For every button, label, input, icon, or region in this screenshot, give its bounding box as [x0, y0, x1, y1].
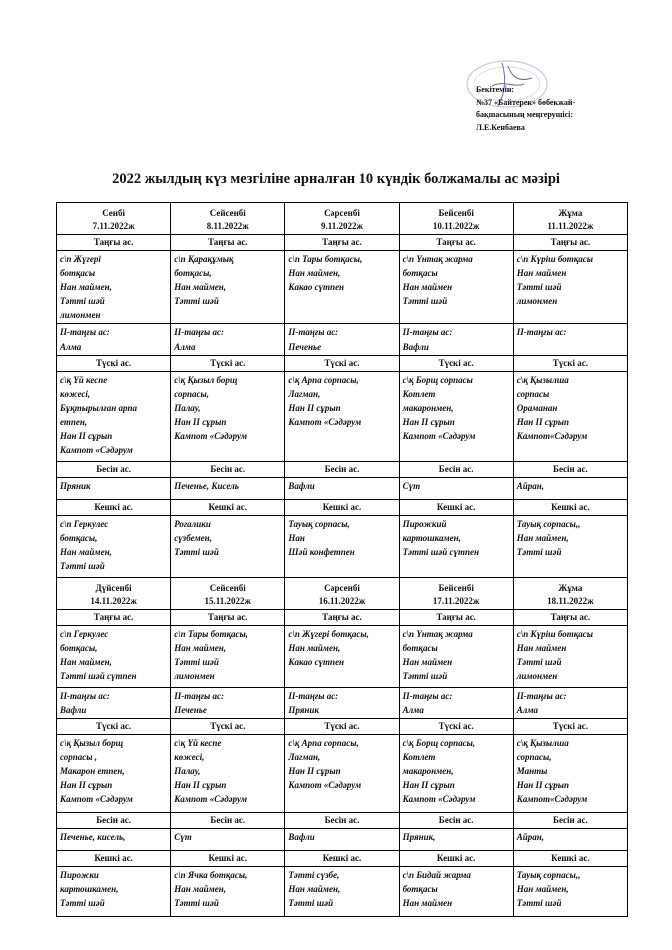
menu-line: ІІ-таңғы ас: — [516, 690, 567, 701]
menu-line: Тәтті шәй — [174, 296, 219, 307]
approval-position-2: бақшасының меңгерушісі: — [476, 110, 574, 119]
menu-cell — [57, 734, 171, 812]
menu-cell — [285, 687, 399, 718]
menu-line: Кампот «Сәдәрум — [402, 431, 476, 442]
meal-label: Кешкі ас. — [285, 850, 399, 866]
menu-line: Котлет — [402, 388, 436, 399]
menu-line: с\п Тары ботқасы, — [288, 254, 363, 264]
menu-line: Нан ІІ сұрып — [288, 766, 341, 777]
menu-line: ІІ-таңғы ас: — [402, 690, 453, 701]
menu-cell: Пряник — [57, 477, 171, 499]
menu-line: Нан маймен, — [516, 532, 569, 543]
menu-cell — [399, 687, 513, 718]
meal-label: Кешкі ас. — [513, 850, 627, 866]
menu-line: с\п Үнтақ жарма — [402, 628, 473, 639]
day-header: Сәрсенбі 16.11.2022ж — [285, 577, 399, 609]
day-header: Жұма 18.11.2022ж — [513, 577, 627, 609]
menu-line: Алма — [60, 341, 82, 352]
week1-lunch-label-row — [57, 355, 628, 371]
page-title: 2022 жылдың күз мезгіліне арналған 10 күндік болжамалы ас мәзірі — [112, 171, 560, 187]
menu-line: с\қ Арпа сорпасы, — [288, 374, 359, 385]
week1-snack-label-row — [57, 461, 628, 477]
menu-line: Алма — [174, 341, 196, 352]
menu-line: с\қ Қызыл борщ — [60, 737, 124, 748]
menu-line: Нан ІІ сұрып — [174, 416, 227, 427]
menu-line: Тәтті сүзбе, — [288, 869, 340, 880]
menu-line: көжесі, — [60, 388, 91, 399]
meal-label: Түскі ас. — [171, 718, 285, 734]
meal-label: Кешкі ас. — [399, 499, 513, 515]
meal-label: Бесін ас. — [57, 461, 171, 477]
menu-line: Кампот«Сәдәрум — [516, 431, 588, 442]
menu-cell — [513, 324, 627, 355]
menu-line: Манты — [516, 766, 548, 777]
week1-breakfast-row — [57, 251, 628, 324]
menu-line: с\п Ячка ботқасы, — [174, 869, 248, 880]
menu-cell: Вафли — [285, 828, 399, 850]
menu-line: ботқасы, — [60, 642, 98, 653]
menu-cell: Печенье, Кисель — [171, 477, 285, 499]
menu-line: сорпасы, — [516, 751, 552, 762]
menu-line: ІІ-таңғы ас: — [174, 327, 224, 338]
week1-dinner-row — [57, 515, 628, 577]
menu-line: Тәтті шәй — [516, 656, 562, 667]
menu-line: Нан маймен, — [516, 883, 569, 894]
menu-cell — [57, 625, 171, 687]
menu-line: Макарон етпен, — [60, 766, 125, 777]
menu-line: Вафли — [60, 704, 87, 715]
menu-line: Лагман, — [288, 388, 321, 399]
menu-line: Нан маймен — [516, 642, 567, 653]
menu-line: с\п Жүгері ботқасы, — [288, 628, 369, 639]
menu-line: Нан ІІ сұрып — [402, 416, 455, 427]
menu-cell — [285, 324, 399, 355]
menu-line: Тәтті шәй — [174, 898, 219, 909]
menu-line: Нан маймен — [402, 656, 453, 667]
menu-cell — [513, 866, 627, 916]
menu-line: с\п Күріш ботқасы — [516, 628, 594, 639]
menu-line: Пирожки — [60, 869, 99, 880]
week2-days-row — [57, 577, 628, 609]
week2-lunch-row — [57, 734, 628, 812]
menu-line: Нан маймен, — [288, 642, 341, 653]
menu-line: Алма — [516, 704, 539, 715]
menu-line: Тәтті шәй — [60, 560, 105, 571]
meal-label: Бесін ас. — [171, 812, 285, 828]
menu-line: Палау, — [174, 766, 201, 777]
menu-line: с\п Жүгері — [60, 254, 101, 264]
menu-line: Бұқтырылған арпа — [60, 402, 137, 413]
menu-cell — [399, 515, 513, 577]
menu-cell — [171, 371, 285, 461]
day-header: Сенбі 7.11.2022ж — [57, 203, 171, 235]
menu-line: сүзбемен, — [174, 532, 212, 543]
meal-label: Таңғы ас. — [285, 235, 399, 251]
meal-label: Түскі ас. — [171, 355, 285, 371]
week2-dinner-row — [57, 866, 628, 916]
menu-line: с\қ Қызыл борщ — [174, 374, 238, 385]
meal-label: Бесін ас. — [399, 461, 513, 477]
menu-line: ІІ-таңғы ас: — [60, 690, 110, 701]
menu-line: с\п Күріш ботқасы — [516, 254, 594, 264]
menu-cell — [285, 625, 399, 687]
menu-line: с\п Қарақұмық — [174, 254, 234, 264]
week2-snack-row — [57, 828, 628, 850]
menu-cell — [399, 324, 513, 355]
menu-line: Тауық сорпасы,, — [516, 869, 581, 880]
meal-label: Бесін ас. — [513, 461, 627, 477]
menu-cell — [57, 371, 171, 461]
meal-label: Түскі ас. — [285, 718, 399, 734]
menu-line: Нан ІІ сұрып — [402, 780, 455, 791]
menu-cell — [513, 687, 627, 718]
menu-cell: Айран, — [513, 828, 627, 850]
menu-line: макаронмен, — [402, 402, 454, 413]
menu-line: Нан маймен, — [60, 656, 112, 667]
menu-cell — [171, 687, 285, 718]
menu-line: Пряник — [288, 704, 319, 715]
menu-line: с\қ Борщ сорпасы, — [402, 737, 476, 748]
menu-line: с\п Геркулес — [60, 628, 109, 639]
menu-line: Лагман, — [288, 751, 321, 762]
meal-label: Кешкі ас. — [513, 499, 627, 515]
menu-cell — [399, 371, 513, 461]
menu-cell: Вафли — [285, 477, 399, 499]
menu-line: ІІ-таңғы ас: — [402, 327, 453, 338]
meal-label: Кешкі ас. — [285, 499, 399, 515]
menu-line: Нан ІІ сұрып — [174, 780, 227, 791]
menu-line: Кампот «Сәдәрум — [174, 431, 247, 442]
meal-label: Кешкі ас. — [57, 499, 171, 515]
menu-cell — [285, 251, 399, 324]
menu-cell: Айран, — [513, 477, 627, 499]
menu-cell — [57, 251, 171, 324]
menu-line: Нан маймен — [402, 898, 453, 909]
menu-line: ІІ-таңғы ас: — [174, 690, 224, 701]
menu-line: с\п Геркулес — [60, 518, 109, 529]
meal-label: Кешкі ас. — [171, 499, 285, 515]
menu-line: ІІ-таңғы ас: — [288, 327, 339, 338]
meal-label: Бесін ас. — [57, 812, 171, 828]
week2-breakfast-label-row — [57, 609, 628, 625]
meal-label: Түскі ас. — [513, 355, 627, 371]
meal-label: Таңғы ас. — [513, 609, 627, 625]
meal-label: Таңғы ас. — [171, 235, 285, 251]
menu-line: с\қ Үй кеспе — [174, 737, 222, 748]
menu-line: Нан ІІ сұрып — [516, 416, 569, 427]
day-header: Дүйсенбі 14.11.2022ж — [57, 577, 171, 609]
menu-line: макаронмен, — [402, 766, 454, 777]
week1-dinner-label-row — [57, 499, 628, 515]
menu-line: Кампот «Сәдәрум — [402, 794, 476, 805]
menu-line: с\қ Қызылша — [516, 374, 569, 385]
menu-table — [56, 202, 628, 917]
menu-cell — [285, 515, 399, 577]
menu-line: ботқасы — [402, 883, 438, 894]
meal-label: Бесін ас. — [285, 812, 399, 828]
menu-line: с\қ Қызылша — [516, 737, 569, 748]
meal-label: Таңғы ас. — [399, 609, 513, 625]
menu-line: Шәй конфетпен — [288, 546, 355, 557]
menu-line: Котлет — [402, 751, 436, 762]
menu-line: Нан ІІ сұрып — [516, 780, 569, 791]
menu-line: Кампот «Сәдәрум — [174, 794, 247, 805]
week1-days-row — [57, 203, 628, 235]
approval-label: Бекітемін: — [476, 85, 515, 94]
week1-second-breakfast-row — [57, 324, 628, 355]
menu-line: Нан маймен — [402, 282, 453, 293]
day-header: Сәрсенбі 9.11.2022ж — [285, 203, 399, 235]
meal-label: Таңғы ас. — [399, 235, 513, 251]
menu-line: ботқасы — [402, 642, 438, 653]
menu-line: сорпасы , — [60, 751, 98, 762]
menu-line: Тауық сорпасы, — [288, 518, 350, 529]
menu-cell — [285, 371, 399, 461]
meal-label: Түскі ас. — [513, 718, 627, 734]
menu-line: Какао сүтпен — [288, 282, 345, 293]
meal-label: Бесін ас. — [399, 812, 513, 828]
menu-cell — [513, 515, 627, 577]
menu-line: Тәтті шәй — [60, 898, 105, 909]
menu-line: Нан — [288, 532, 305, 543]
day-header: Сейсенбі 15.11.2022ж — [171, 577, 285, 609]
meal-label: Таңғы ас. — [513, 235, 627, 251]
menu-line: ІІ-таңғы ас: — [288, 690, 339, 701]
meal-label: Бесін ас. — [171, 461, 285, 477]
menu-line: Нан ІІ сұрып — [288, 402, 341, 413]
meal-label: Түскі ас. — [285, 355, 399, 371]
menu-line: Вафли — [402, 341, 429, 352]
menu-line: ботқасы — [402, 268, 438, 279]
menu-line: Нан маймен — [516, 268, 567, 279]
menu-line: Нан ІІ сұрып — [60, 780, 113, 791]
menu-line: Пирожкий — [402, 518, 447, 529]
menu-line: Кампот «Сәдәрум — [60, 794, 133, 805]
menu-line: Печенье — [174, 704, 207, 715]
menu-cell — [171, 734, 285, 812]
menu-cell: Сүт — [399, 477, 513, 499]
menu-cell: Пряник, — [399, 828, 513, 850]
menu-cell — [399, 251, 513, 324]
meal-label: Кешкі ас. — [171, 850, 285, 866]
menu-line: ботқасы — [60, 268, 96, 279]
week1-lunch-row — [57, 371, 628, 461]
menu-cell — [57, 866, 171, 916]
menu-line: Нан маймен, — [288, 268, 341, 279]
menu-line: Нан ІІ сұрып — [60, 431, 113, 442]
menu-line: с\қ Борщ сорпасы — [402, 374, 473, 385]
meal-label: Түскі ас. — [57, 718, 171, 734]
meal-label: Таңғы ас. — [57, 609, 171, 625]
menu-cell — [57, 515, 171, 577]
meal-label: Бесін ас. — [285, 461, 399, 477]
menu-line: Тәтті шәй сүтпен — [60, 670, 137, 681]
menu-line: ботқасы, — [174, 268, 212, 279]
menu-line: Тәтті шәй — [174, 656, 219, 667]
week2-snack-label-row — [57, 812, 628, 828]
menu-line: Тәтті шәй — [516, 282, 562, 293]
menu-cell — [513, 625, 627, 687]
meal-label: Таңғы ас. — [57, 235, 171, 251]
approval-position-1: №37 «Байтерек» бөбекжай- — [476, 97, 576, 107]
menu-line: картошкамен, — [402, 532, 461, 543]
week1-breakfast-label-row — [57, 235, 628, 251]
meal-label: Түскі ас. — [399, 718, 513, 734]
menu-line: с\қ Арпа сорпасы, — [288, 737, 359, 748]
meal-label: Бесін ас. — [513, 812, 627, 828]
menu-line: Кампот «Сәдәрум — [288, 416, 362, 427]
menu-cell — [171, 625, 285, 687]
menu-line: сорпасы, — [174, 388, 209, 399]
menu-line: Нан маймен, — [60, 546, 112, 557]
menu-line: Тәтті шәй — [402, 296, 448, 307]
menu-line: лимонмен — [516, 296, 558, 307]
day-header: Сейсенбі 8.11.2022ж — [171, 203, 285, 235]
menu-line: с\п Үнтақ жарма — [402, 254, 473, 264]
menu-cell — [285, 866, 399, 916]
menu-line: Тауық сорпасы,, — [516, 518, 581, 529]
menu-cell — [57, 687, 171, 718]
menu-cell — [171, 866, 285, 916]
menu-line: етпен, — [60, 416, 88, 427]
menu-line: Тәтті шәй — [516, 898, 562, 909]
menu-line: с\п Бидай жарма — [402, 869, 471, 880]
menu-line: Палау, — [174, 402, 201, 413]
menu-line: ботқасы, — [60, 532, 98, 543]
menu-line: сорпасы — [516, 388, 550, 399]
menu-cell — [171, 324, 285, 355]
week1-snack-row — [57, 477, 628, 499]
menu-cell — [513, 251, 627, 324]
menu-line: лимонмен — [516, 670, 558, 681]
menu-cell — [513, 734, 627, 812]
meal-label: Түскі ас. — [57, 355, 171, 371]
day-header: Бейсенбі 17.11.2022ж — [399, 577, 513, 609]
menu-line: Алма — [402, 704, 424, 715]
menu-line: лимонмен — [60, 310, 101, 321]
menu-cell: Сүт — [171, 828, 285, 850]
menu-line: Кампот«Сәдәрум — [516, 794, 588, 805]
menu-line: Нан маймен, — [174, 282, 227, 293]
menu-line: ІІ-таңғы ас: — [60, 327, 110, 338]
menu-line: Рогалики — [174, 518, 211, 529]
menu-line: Тәтті шәй — [288, 898, 334, 909]
menu-line: Нан маймен, — [174, 883, 227, 894]
approval-block — [476, 84, 666, 134]
day-header: Жұма 11.11.2022ж — [513, 203, 627, 235]
menu-line: Тәтті шәй — [516, 546, 562, 557]
menu-line: ІІ-таңғы ас: — [516, 327, 567, 338]
menu-line: Тәтті шәй — [174, 546, 219, 557]
menu-line: с\п Тары ботқасы, — [174, 628, 249, 639]
menu-line: көжесі, — [174, 751, 205, 762]
menu-line: Ораманан — [516, 402, 558, 413]
menu-cell — [399, 734, 513, 812]
meal-label: Таңғы ас. — [285, 609, 399, 625]
meal-label: Таңғы ас. — [171, 609, 285, 625]
menu-line: Нан маймен, — [174, 642, 227, 653]
menu-line: лимонмен — [174, 670, 215, 681]
menu-cell — [513, 371, 627, 461]
approval-name: Л.Е.Кенбаева — [476, 122, 525, 132]
menu-line: Тәтті шәй — [402, 670, 448, 681]
menu-line: картошкамен, — [60, 883, 119, 894]
menu-cell: Печенье, кисель, — [57, 828, 171, 850]
menu-line: Нан маймен, — [288, 883, 341, 894]
menu-cell — [399, 625, 513, 687]
menu-line: Тәтті шәй сүтпен — [402, 546, 480, 557]
meal-label: Кешкі ас. — [399, 850, 513, 866]
meal-label: Кешкі ас. — [57, 850, 171, 866]
menu-line: Какао сүтпен — [288, 656, 345, 667]
week2-second-breakfast-row — [57, 687, 628, 718]
week2-dinner-label-row — [57, 850, 628, 866]
menu-line: Кампот «Сәдәрум — [60, 445, 133, 456]
week2-breakfast-row — [57, 625, 628, 687]
menu-line: Тәтті шәй — [60, 296, 105, 307]
menu-cell — [285, 734, 399, 812]
week2-lunch-label-row — [57, 718, 628, 734]
menu-line: Печенье — [288, 341, 322, 352]
day-header: Бейсенбі 10.11.2022ж — [399, 203, 513, 235]
menu-cell — [171, 251, 285, 324]
menu-line: с\қ Үй кеспе — [60, 374, 108, 385]
menu-cell — [171, 515, 285, 577]
menu-line: Нан маймен, — [60, 282, 112, 293]
menu-line: Кампот «Сәдәрум — [288, 780, 362, 791]
menu-cell — [399, 866, 513, 916]
meal-label: Түскі ас. — [399, 355, 513, 371]
menu-cell — [57, 324, 171, 355]
